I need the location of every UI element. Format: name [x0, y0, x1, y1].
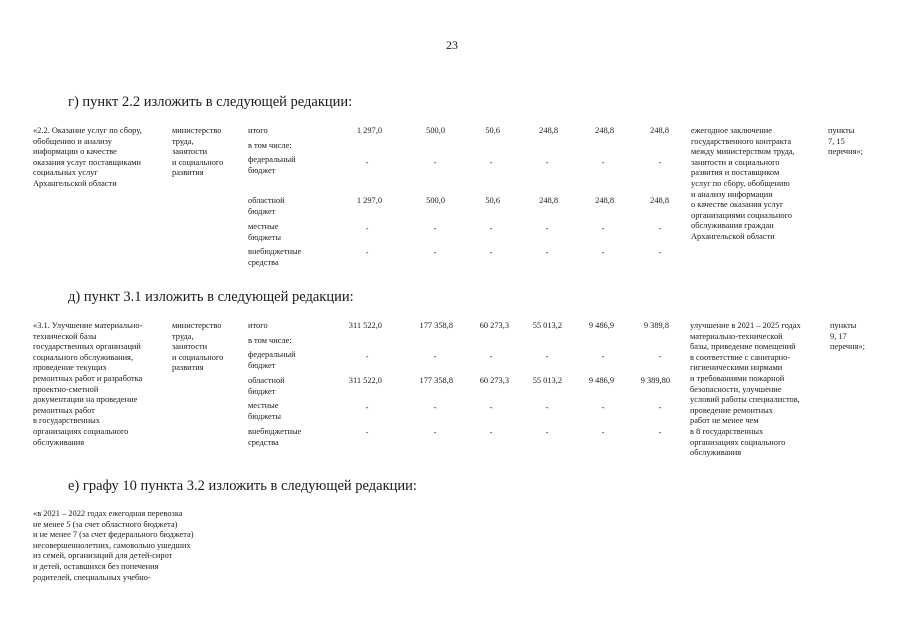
source-label: местные бюджеты	[248, 222, 282, 242]
executor-cell: министерство труда, занятости и социального развития	[172, 126, 224, 178]
source-label: внебюджетные средства	[248, 247, 302, 267]
result-cell: ежегодное заключение государственного контракта между министерством труда, занятости и социального развития и поставщиком услуг по сбору, обобщению и анализу информации о качестве оказания услуг организациями социального обслуживания граждан Архангельской области	[691, 126, 795, 241]
value-cell: -	[365, 248, 369, 257]
value-cell: -	[433, 403, 437, 412]
value-cell: 55 013,2	[532, 376, 562, 385]
value-cell: -	[489, 158, 493, 167]
value-cell: 311 522,0	[348, 376, 382, 385]
value-cell: -	[545, 248, 549, 257]
value-cell: 248,8	[650, 196, 669, 205]
source-label: федеральный бюджет	[248, 350, 296, 370]
value-cell: -	[489, 403, 493, 412]
value-cell: -	[433, 428, 437, 437]
value-cell: 248,8	[539, 126, 558, 135]
value-cell: 60 273,3	[479, 376, 509, 385]
value-cell: -	[433, 224, 437, 233]
page-number: 23	[446, 38, 458, 52]
value-cell: -	[365, 224, 369, 233]
value-cell: 50,6	[485, 196, 500, 205]
value-cell: 55 013,2	[532, 321, 562, 330]
value-cell: -	[658, 248, 662, 257]
value-cell: 248,8	[595, 126, 614, 135]
value-cell: -	[658, 158, 662, 167]
column-10-text: «в 2021 – 2022 годах ежегодная перевозка не менее 5 (за счет областного бюджета) и не менее 7 (за счет федерального бюджета) несовершеннолетних, самовольно ушедших из семей, организаций для детей-сирот и детей, оставшихся без попечения родителей, специальных учебно-	[33, 509, 194, 582]
source-label: внебюджетные средства	[248, 427, 302, 447]
source-label: местные бюджеты	[248, 401, 282, 421]
value-cell: 177 358,8	[419, 321, 453, 330]
value-cell: -	[365, 158, 369, 167]
value-cell: 9 389,8	[643, 321, 669, 330]
value-cell: -	[489, 428, 493, 437]
measure-cell: «3.1. Улучшение материально- технической базы государственных организаций социального обслуживания, проведение текущих ремонтных работ и разработка проектно-сметной документации на проведение ремонтных работ в государственных организациях социального обслуживания	[33, 321, 143, 447]
value-cell: 177 358,8	[419, 376, 453, 385]
value-cell: 500,0	[426, 126, 445, 135]
value-cell: -	[433, 158, 437, 167]
value-cell: -	[601, 224, 605, 233]
value-cell: 9 486,9	[588, 321, 614, 330]
value-cell: -	[658, 428, 662, 437]
value-cell: -	[601, 403, 605, 412]
value-cell: 9 486,9	[588, 376, 614, 385]
source-label: итого	[248, 126, 268, 135]
value-cell: -	[601, 158, 605, 167]
value-cell: 248,8	[595, 196, 614, 205]
value-cell: 1 297,0	[356, 196, 382, 205]
value-cell: 500,0	[426, 196, 445, 205]
section-heading-g: г) пункт 2.2 изложить в следующей редакции:	[68, 94, 353, 110]
source-label: федеральный бюджет	[248, 155, 296, 175]
value-cell: -	[433, 352, 437, 361]
value-cell: -	[545, 403, 549, 412]
value-cell: -	[601, 352, 605, 361]
value-cell: -	[365, 352, 369, 361]
source-label: итого	[248, 321, 268, 330]
section-heading-e: е) графу 10 пункта 3.2 изложить в следующей редакции:	[68, 478, 417, 494]
source-label: областной бюджет	[248, 196, 285, 216]
value-cell: -	[658, 224, 662, 233]
value-cell: -	[365, 428, 369, 437]
source-label: областной бюджет	[248, 376, 285, 396]
reference-cell: пункты 9, 17 перечня»;	[830, 321, 865, 352]
value-cell: -	[489, 352, 493, 361]
value-cell: -	[489, 248, 493, 257]
value-cell: 248,8	[539, 196, 558, 205]
section-heading-d: д) пункт 3.1 изложить в следующей редакции:	[68, 289, 354, 305]
result-cell: улучшение в 2021 – 2025 годах материально-технической базы, приведение помещений в соответствие с санитарно- гигиеническими нормами и требованиями пожарной безопасности, улучшение условий работы специалистов, проведение ремонтных работ не менее чем в 8 государственных организациях социального обслуживания	[690, 321, 801, 458]
value-cell: -	[658, 403, 662, 412]
value-cell: -	[601, 428, 605, 437]
value-cell: -	[365, 403, 369, 412]
value-cell: 311 522,0	[348, 321, 382, 330]
value-cell: -	[489, 224, 493, 233]
value-cell: 50,6	[485, 126, 500, 135]
value-cell: 1 297,0	[356, 126, 382, 135]
value-cell: -	[545, 224, 549, 233]
value-cell: -	[545, 428, 549, 437]
measure-cell: «2.2. Оказание услуг по сбору, обобщению и анализу информации о качестве оказания услуг поставщиками социальных услуг Архангельской области	[33, 126, 142, 188]
value-cell: 248,8	[650, 126, 669, 135]
value-cell: 9 389,80	[640, 376, 670, 385]
source-label: в том числе:	[248, 336, 292, 345]
value-cell: -	[545, 352, 549, 361]
reference-cell: пункты 7, 15 перечня»;	[828, 126, 863, 157]
value-cell: -	[601, 248, 605, 257]
value-cell: 60 273,3	[479, 321, 509, 330]
source-label: в том числе:	[248, 141, 292, 150]
executor-cell: министерство труда, занятости и социального развития	[172, 321, 224, 373]
value-cell: -	[658, 352, 662, 361]
value-cell: -	[545, 158, 549, 167]
value-cell: -	[433, 248, 437, 257]
